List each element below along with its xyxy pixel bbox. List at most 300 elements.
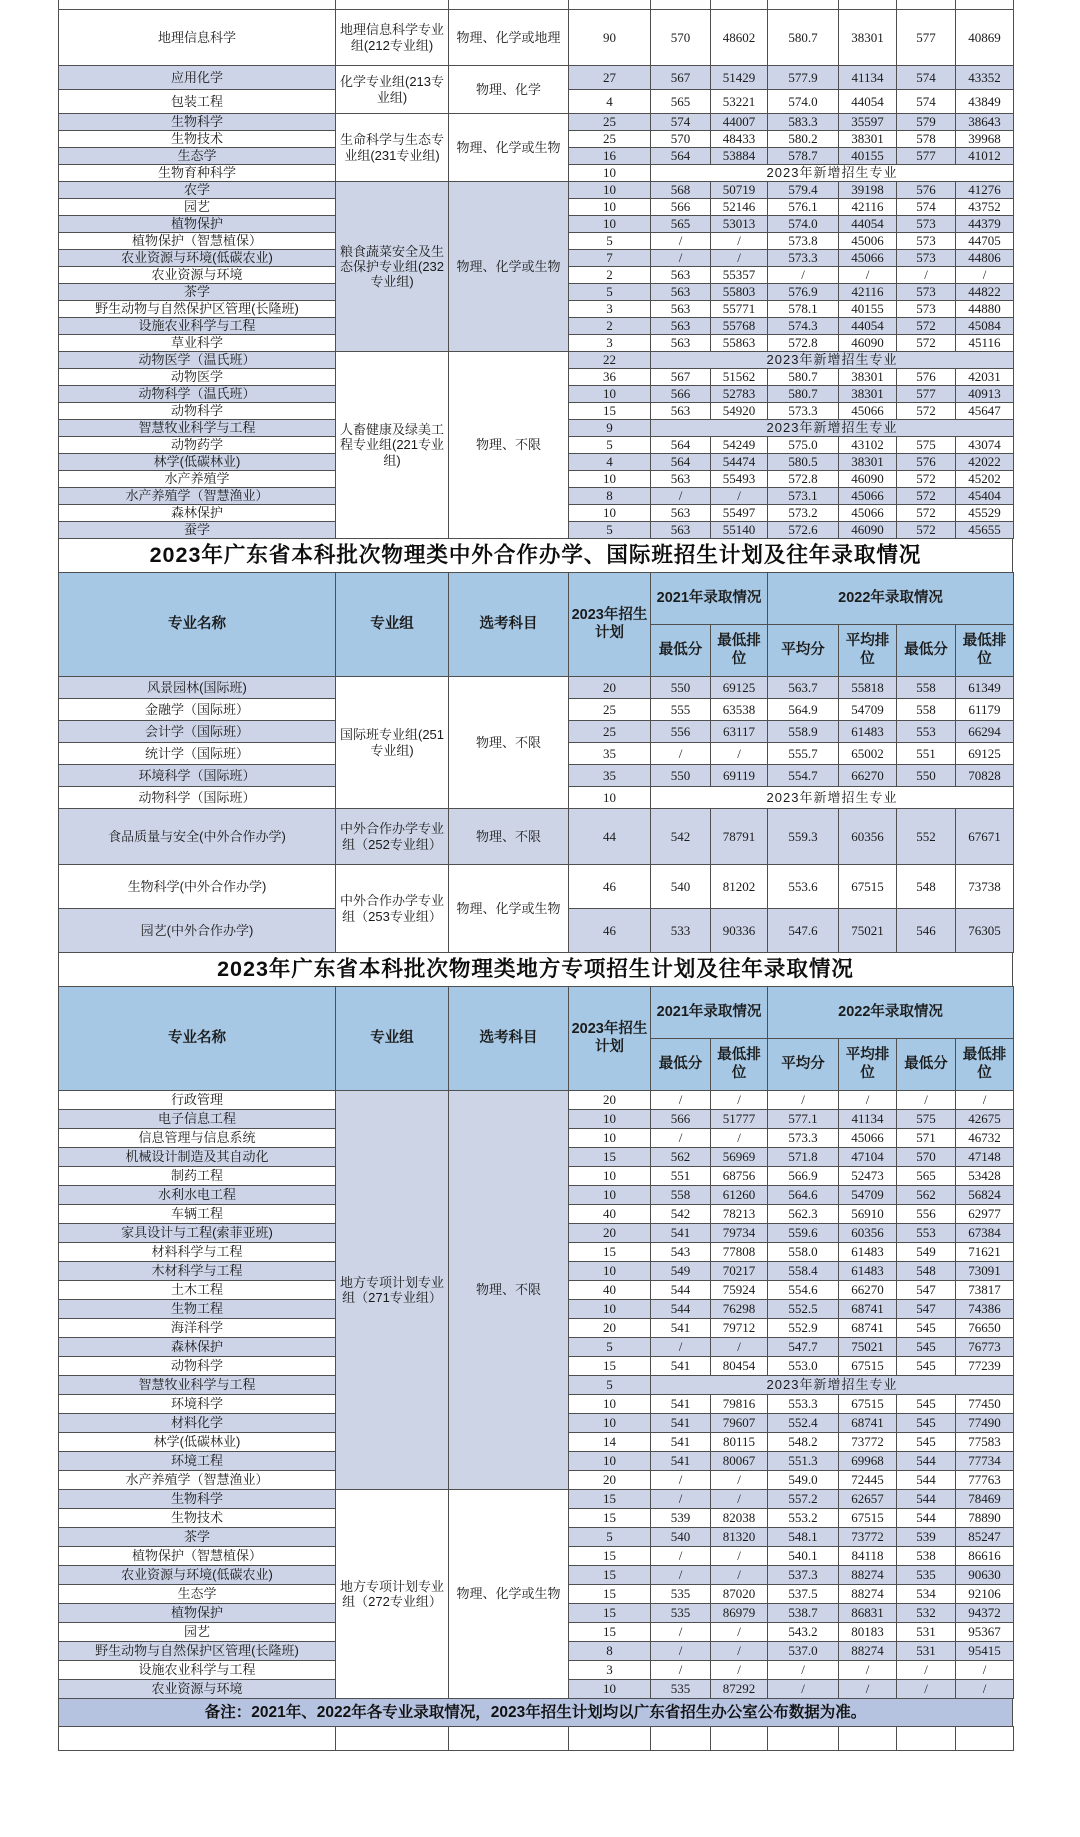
- min-rank-2022-cell: 45404: [956, 488, 1014, 505]
- min-score-2021-cell: 551: [651, 1167, 711, 1186]
- major-group-cell: 生命科学与生态专业组(231专业组): [336, 114, 449, 182]
- plan-2023-cell: 15: [569, 1604, 651, 1623]
- plan-2023-cell: 35: [569, 765, 651, 787]
- major-name-cell: 材料化学: [59, 1414, 336, 1433]
- min-rank-2021-cell: 54920: [711, 403, 768, 420]
- avg-score-2022-cell: 578.7: [768, 148, 839, 165]
- avg-rank-2022-cell: 44054: [839, 90, 897, 114]
- min-score-2022-cell: 545: [897, 1319, 956, 1338]
- min-score-2021-cell: 562: [651, 1148, 711, 1167]
- min-score-2022-cell: 545: [897, 1433, 956, 1452]
- clipped-cell: [336, 0, 449, 10]
- min-rank-2021-cell: 82038: [711, 1509, 768, 1528]
- plan-2023-cell: 36: [569, 369, 651, 386]
- min-rank-2022-cell: 56824: [956, 1186, 1014, 1205]
- avg-score-2022-cell: 537.0: [768, 1642, 839, 1661]
- major-name-cell: 生物技术: [59, 1509, 336, 1528]
- plan-2023-cell: 10: [569, 1110, 651, 1129]
- min-rank-2021-cell: 48602: [711, 10, 768, 66]
- min-rank-2021-cell: 55863: [711, 335, 768, 352]
- min-rank-2021-cell: 80067: [711, 1452, 768, 1471]
- avg-score-2022-cell: 543.2: [768, 1623, 839, 1642]
- major-group-cell: 地理信息科学专业组(212专业组): [336, 10, 449, 66]
- min-score-2022-cell: 548: [897, 865, 956, 909]
- min-score-2022-cell: 544: [897, 1452, 956, 1471]
- min-rank-2021-cell: 87020: [711, 1585, 768, 1604]
- avg-rank-2022-cell: 54709: [839, 699, 897, 721]
- avg-score-2022-cell: 540.1: [768, 1547, 839, 1566]
- min-rank-2021-cell: 56969: [711, 1148, 768, 1167]
- major-name-cell: 行政管理: [59, 1091, 336, 1110]
- min-rank-2022-cell: 73091: [956, 1262, 1014, 1281]
- min-rank-2022-cell: 42031: [956, 369, 1014, 386]
- min-score-2022-cell: 553: [897, 721, 956, 743]
- min-score-2022-cell: 575: [897, 437, 956, 454]
- min-rank-2022-cell: 61349: [956, 677, 1014, 699]
- min-rank-2022-cell: 77763: [956, 1471, 1014, 1490]
- major-group-cell: 中外合作办学专业组（252专业组）: [336, 809, 449, 865]
- avg-score-2022-cell: 549.0: [768, 1471, 839, 1490]
- min-rank-2022-cell: 77490: [956, 1414, 1014, 1433]
- avg-score-2022-cell: 573.1: [768, 488, 839, 505]
- avg-rank-2022-cell: 38301: [839, 454, 897, 471]
- avg-rank-2022-cell: 61483: [839, 721, 897, 743]
- min-score-2022-cell: 556: [897, 1205, 956, 1224]
- major-name-cell: 生物技术: [59, 131, 336, 148]
- min-rank-2022-cell: 67671: [956, 809, 1014, 865]
- avg-score-2022-cell: 557.2: [768, 1490, 839, 1509]
- plan-2023-cell: 25: [569, 114, 651, 131]
- clipped-cell: [711, 0, 768, 10]
- avg-rank-2022-cell: 67515: [839, 1357, 897, 1376]
- min-rank-2022-cell: 94372: [956, 1604, 1014, 1623]
- plan-2023-cell: 5: [569, 437, 651, 454]
- major-name-cell: 生物工程: [59, 1300, 336, 1319]
- min-score-2021-cell: 535: [651, 1604, 711, 1623]
- major-name-cell: 农学: [59, 182, 336, 199]
- major-name-cell: 动物医学（温氏班）: [59, 352, 336, 369]
- min-score-2021-cell: 558: [651, 1186, 711, 1205]
- avg-score-2022-cell: 559.3: [768, 809, 839, 865]
- avg-score-2022-cell: 574.0: [768, 216, 839, 233]
- avg-rank-2022-cell: 66270: [839, 765, 897, 787]
- major-name-cell: 环境科学（国际班）: [59, 765, 336, 787]
- empty-cell: [839, 1727, 897, 1751]
- min-rank-2022-cell: 69125: [956, 743, 1014, 765]
- min-rank-2021-cell: /: [711, 743, 768, 765]
- major-name-cell: 水产养殖学（智慧渔业）: [59, 1471, 336, 1490]
- avg-score-2022-cell: 573.3: [768, 1129, 839, 1148]
- min-rank-2022-cell: 61179: [956, 699, 1014, 721]
- major-name-cell: 野生动物与自然保护区管理(长隆班): [59, 1642, 336, 1661]
- plan-2023-cell: 2: [569, 267, 651, 284]
- min-rank-2021-cell: 55771: [711, 301, 768, 318]
- min-score-2022-cell: 549: [897, 1243, 956, 1262]
- min-score-2022-cell: 572: [897, 335, 956, 352]
- major-name-cell: 金融学（国际班）: [59, 699, 336, 721]
- plan-2023-cell: 15: [569, 1148, 651, 1167]
- major-name-cell: 动物科学: [59, 1357, 336, 1376]
- min-rank-2022-cell: 39968: [956, 131, 1014, 148]
- avg-rank-2022-cell: 67515: [839, 865, 897, 909]
- major-name-cell: 生物科学(中外合作办学): [59, 865, 336, 909]
- avg-score-2022-cell: 572.8: [768, 471, 839, 488]
- avg-score-2022-cell: 564.6: [768, 1186, 839, 1205]
- avg-rank-2022-cell: 35597: [839, 114, 897, 131]
- min-rank-2021-cell: 63117: [711, 721, 768, 743]
- min-rank-2021-cell: 80454: [711, 1357, 768, 1376]
- min-score-2022-cell: 577: [897, 386, 956, 403]
- min-rank-2022-cell: 40869: [956, 10, 1014, 66]
- avg-rank-2022-cell: 65002: [839, 743, 897, 765]
- avg-rank-2022-cell: 40155: [839, 148, 897, 165]
- min-rank-2021-cell: 90336: [711, 909, 768, 953]
- min-score-2021-cell: /: [651, 1642, 711, 1661]
- plan-2023-cell: 8: [569, 1642, 651, 1661]
- col-header-adm-2021: 2021年录取情况: [651, 573, 768, 625]
- avg-score-2022-cell: 552.4: [768, 1414, 839, 1433]
- min-score-2021-cell: /: [651, 743, 711, 765]
- plan-2023-cell: 5: [569, 1376, 651, 1395]
- min-rank-2021-cell: /: [711, 1547, 768, 1566]
- min-score-2021-cell: 566: [651, 386, 711, 403]
- major-name-cell: 统计学（国际班）: [59, 743, 336, 765]
- min-score-2021-cell: 544: [651, 1300, 711, 1319]
- plan-2023-cell: 2: [569, 318, 651, 335]
- col-header-min-rank-2022: 最低排位: [956, 1039, 1014, 1091]
- min-rank-2022-cell: 77239: [956, 1357, 1014, 1376]
- avg-rank-2022-cell: 72445: [839, 1471, 897, 1490]
- major-name-cell: 设施农业科学与工程: [59, 1661, 336, 1680]
- min-rank-2022-cell: 44705: [956, 233, 1014, 250]
- min-score-2021-cell: 540: [651, 1528, 711, 1547]
- plan-2023-cell: 10: [569, 1186, 651, 1205]
- major-name-cell: 环境科学: [59, 1395, 336, 1414]
- min-score-2021-cell: /: [651, 1661, 711, 1680]
- plan-2023-cell: 20: [569, 1091, 651, 1110]
- min-score-2022-cell: 571: [897, 1129, 956, 1148]
- min-score-2022-cell: 547: [897, 1281, 956, 1300]
- min-rank-2022-cell: 45655: [956, 522, 1014, 539]
- avg-score-2022-cell: 558.4: [768, 1262, 839, 1281]
- avg-rank-2022-cell: 38301: [839, 10, 897, 66]
- min-score-2021-cell: 563: [651, 301, 711, 318]
- plan-2023-cell: 46: [569, 865, 651, 909]
- min-rank-2022-cell: 45116: [956, 335, 1014, 352]
- min-rank-2021-cell: 87292: [711, 1680, 768, 1699]
- min-rank-2021-cell: 55493: [711, 471, 768, 488]
- min-score-2022-cell: 531: [897, 1642, 956, 1661]
- min-score-2022-cell: 539: [897, 1528, 956, 1547]
- major-row: [59, 66, 1014, 90]
- plan-2023-cell: 5: [569, 1338, 651, 1357]
- min-rank-2022-cell: 77583: [956, 1433, 1014, 1452]
- plan-2023-cell: 10: [569, 505, 651, 522]
- min-score-2021-cell: 574: [651, 114, 711, 131]
- major-name-cell: 应用化学: [59, 66, 336, 90]
- major-group-cell: 中外合作办学专业组（253专业组）: [336, 865, 449, 953]
- min-score-2021-cell: 570: [651, 131, 711, 148]
- avg-rank-2022-cell: 42116: [839, 284, 897, 301]
- footnote: 备注：2021年、2022年各专业录取情况，2023年招生计划均以广东省招生办公室公布数据为准。: [58, 1698, 1013, 1727]
- avg-rank-2022-cell: 38301: [839, 131, 897, 148]
- major-name-cell: 家具设计与工程(索菲亚班): [59, 1224, 336, 1243]
- min-rank-2021-cell: 55357: [711, 267, 768, 284]
- min-score-2022-cell: 572: [897, 471, 956, 488]
- avg-score-2022-cell: 573.3: [768, 250, 839, 267]
- major-name-cell: 动物科学: [59, 403, 336, 420]
- avg-rank-2022-cell: 88274: [839, 1585, 897, 1604]
- plan-2023-cell: 25: [569, 721, 651, 743]
- avg-score-2022-cell: 548.1: [768, 1528, 839, 1547]
- col-header-min-score-2021: 最低分: [651, 625, 711, 677]
- exam-subjects-cell: 物理、化学: [449, 66, 569, 114]
- min-rank-2022-cell: 41012: [956, 148, 1014, 165]
- min-score-2022-cell: 574: [897, 90, 956, 114]
- min-rank-2022-cell: 43849: [956, 90, 1014, 114]
- avg-rank-2022-cell: 45066: [839, 250, 897, 267]
- min-rank-2022-cell: 90630: [956, 1566, 1014, 1585]
- empty-cell: [651, 1727, 711, 1751]
- avg-score-2022-cell: /: [768, 267, 839, 284]
- plan-2023-cell: 35: [569, 743, 651, 765]
- clipped-cell: [651, 0, 711, 10]
- min-score-2021-cell: 550: [651, 677, 711, 699]
- min-rank-2021-cell: 51562: [711, 369, 768, 386]
- avg-score-2022-cell: 583.3: [768, 114, 839, 131]
- min-rank-2021-cell: 55803: [711, 284, 768, 301]
- min-score-2022-cell: 574: [897, 66, 956, 90]
- major-name-cell: 生态学: [59, 1585, 336, 1604]
- plan-2023-cell: 3: [569, 1661, 651, 1680]
- avg-score-2022-cell: 558.0: [768, 1243, 839, 1262]
- min-rank-2021-cell: 86979: [711, 1604, 768, 1623]
- col-header-subjects: 选考科目: [449, 573, 569, 677]
- major-name-cell: 电子信息工程: [59, 1110, 336, 1129]
- min-rank-2021-cell: /: [711, 1642, 768, 1661]
- avg-rank-2022-cell: /: [839, 1091, 897, 1110]
- avg-score-2022-cell: 574.0: [768, 90, 839, 114]
- min-rank-2022-cell: /: [956, 1091, 1014, 1110]
- major-name-cell: 会计学（国际班）: [59, 721, 336, 743]
- avg-score-2022-cell: 580.7: [768, 386, 839, 403]
- min-rank-2022-cell: /: [956, 267, 1014, 284]
- plan-2023-cell: 5: [569, 233, 651, 250]
- min-score-2022-cell: 548: [897, 1262, 956, 1281]
- min-score-2021-cell: 567: [651, 66, 711, 90]
- min-score-2021-cell: 565: [651, 216, 711, 233]
- table-intl-coop: [58, 572, 1014, 953]
- avg-score-2022-cell: 559.6: [768, 1224, 839, 1243]
- min-rank-2022-cell: 76305: [956, 909, 1014, 953]
- min-score-2021-cell: 544: [651, 1281, 711, 1300]
- col-header-min-score-2021: 最低分: [651, 1039, 711, 1091]
- exam-subjects-cell: 物理、不限: [449, 677, 569, 809]
- major-name-cell: 农业资源与环境: [59, 1680, 336, 1699]
- min-score-2021-cell: 549: [651, 1262, 711, 1281]
- col-header-min-rank-2021: 最低排位: [711, 625, 768, 677]
- min-rank-2021-cell: 63538: [711, 699, 768, 721]
- min-rank-2022-cell: 77450: [956, 1395, 1014, 1414]
- empty-cell: [897, 1727, 956, 1751]
- min-score-2021-cell: /: [651, 1129, 711, 1148]
- plan-2023-cell: 9: [569, 420, 651, 437]
- min-score-2022-cell: 545: [897, 1414, 956, 1433]
- avg-score-2022-cell: 548.2: [768, 1433, 839, 1452]
- empty-trailing-row: [58, 1726, 1014, 1751]
- plan-2023-cell: 15: [569, 1547, 651, 1566]
- min-score-2022-cell: 544: [897, 1471, 956, 1490]
- clipped-cell: [569, 0, 651, 10]
- avg-rank-2022-cell: 45066: [839, 505, 897, 522]
- avg-rank-2022-cell: 45006: [839, 233, 897, 250]
- major-name-cell: 智慧牧业科学与工程: [59, 1376, 336, 1395]
- avg-score-2022-cell: 552.5: [768, 1300, 839, 1319]
- major-name-cell: 森林保护: [59, 505, 336, 522]
- min-rank-2022-cell: /: [956, 1661, 1014, 1680]
- min-rank-2021-cell: 55497: [711, 505, 768, 522]
- avg-score-2022-cell: 537.5: [768, 1585, 839, 1604]
- avg-rank-2022-cell: 46090: [839, 522, 897, 539]
- plan-2023-cell: 10: [569, 216, 651, 233]
- min-score-2022-cell: 532: [897, 1604, 956, 1623]
- min-rank-2022-cell: 73817: [956, 1281, 1014, 1300]
- avg-rank-2022-cell: 68741: [839, 1300, 897, 1319]
- min-score-2022-cell: 547: [897, 1300, 956, 1319]
- min-rank-2021-cell: 79816: [711, 1395, 768, 1414]
- major-name-cell: 园艺: [59, 199, 336, 216]
- min-rank-2022-cell: 44806: [956, 250, 1014, 267]
- avg-score-2022-cell: 573.8: [768, 233, 839, 250]
- avg-rank-2022-cell: 54709: [839, 1186, 897, 1205]
- min-score-2022-cell: 572: [897, 522, 956, 539]
- min-score-2022-cell: 551: [897, 743, 956, 765]
- min-rank-2021-cell: /: [711, 233, 768, 250]
- avg-rank-2022-cell: 56910: [839, 1205, 897, 1224]
- avg-score-2022-cell: 547.7: [768, 1338, 839, 1357]
- col-header-avg-rank-2022: 平均排位: [839, 625, 897, 677]
- min-rank-2021-cell: 53013: [711, 216, 768, 233]
- min-score-2022-cell: 575: [897, 1110, 956, 1129]
- major-name-cell: 土木工程: [59, 1281, 336, 1300]
- min-rank-2021-cell: /: [711, 1338, 768, 1357]
- min-rank-2021-cell: /: [711, 1490, 768, 1509]
- min-score-2022-cell: 538: [897, 1547, 956, 1566]
- min-rank-2022-cell: /: [956, 1680, 1014, 1699]
- avg-rank-2022-cell: 62657: [839, 1490, 897, 1509]
- major-name-cell: 水利水电工程: [59, 1186, 336, 1205]
- col-header-adm-2021: 2021年录取情况: [651, 987, 768, 1039]
- major-name-cell: 植物保护: [59, 216, 336, 233]
- min-score-2022-cell: 545: [897, 1338, 956, 1357]
- avg-rank-2022-cell: 41134: [839, 1110, 897, 1129]
- min-rank-2022-cell: 78890: [956, 1509, 1014, 1528]
- avg-rank-2022-cell: 60356: [839, 809, 897, 865]
- min-rank-2022-cell: 45202: [956, 471, 1014, 488]
- min-score-2021-cell: 543: [651, 1243, 711, 1262]
- exam-subjects-cell: 物理、化学或地理: [449, 10, 569, 66]
- min-score-2021-cell: 542: [651, 809, 711, 865]
- min-score-2022-cell: 558: [897, 677, 956, 699]
- plan-2023-cell: 10: [569, 1262, 651, 1281]
- major-row: [59, 114, 1014, 131]
- avg-score-2022-cell: 574.3: [768, 318, 839, 335]
- plan-2023-cell: 10: [569, 1395, 651, 1414]
- min-score-2021-cell: /: [651, 1338, 711, 1357]
- major-name-cell: 农业资源与环境: [59, 267, 336, 284]
- plan-2023-cell: 8: [569, 488, 651, 505]
- plan-2023-cell: 44: [569, 809, 651, 865]
- min-rank-2021-cell: 79712: [711, 1319, 768, 1338]
- avg-score-2022-cell: 558.9: [768, 721, 839, 743]
- min-score-2021-cell: 533: [651, 909, 711, 953]
- min-rank-2021-cell: 78213: [711, 1205, 768, 1224]
- major-name-cell: 草业科学: [59, 335, 336, 352]
- major-group-cell: 化学专业组(213专业组): [336, 66, 449, 114]
- min-rank-2021-cell: /: [711, 1661, 768, 1680]
- col-header-min-rank-2021: 最低排位: [711, 1039, 768, 1091]
- min-score-2022-cell: 535: [897, 1566, 956, 1585]
- col-header-avg-score-2022: 平均分: [768, 1039, 839, 1091]
- major-name-cell: 材料科学与工程: [59, 1243, 336, 1262]
- min-score-2021-cell: 565: [651, 90, 711, 114]
- avg-rank-2022-cell: 86831: [839, 1604, 897, 1623]
- plan-2023-cell: 22: [569, 352, 651, 369]
- min-score-2021-cell: /: [651, 1566, 711, 1585]
- min-score-2021-cell: 541: [651, 1433, 711, 1452]
- plan-2023-cell: 27: [569, 66, 651, 90]
- min-score-2021-cell: 540: [651, 865, 711, 909]
- empty-cell: [449, 1727, 569, 1751]
- avg-rank-2022-cell: /: [839, 267, 897, 284]
- clipped-cell: [449, 0, 569, 10]
- major-row: [59, 352, 1014, 369]
- min-score-2021-cell: 567: [651, 369, 711, 386]
- min-rank-2021-cell: 79734: [711, 1224, 768, 1243]
- avg-rank-2022-cell: 67515: [839, 1395, 897, 1414]
- avg-rank-2022-cell: 40155: [839, 301, 897, 318]
- min-score-2021-cell: 566: [651, 1110, 711, 1129]
- min-rank-2021-cell: 52146: [711, 199, 768, 216]
- col-header-min-rank-2022: 最低排位: [956, 625, 1014, 677]
- min-score-2021-cell: 541: [651, 1414, 711, 1433]
- major-row: [59, 865, 1014, 909]
- exam-subjects-cell: 物理、不限: [449, 1091, 569, 1490]
- min-rank-2021-cell: 81202: [711, 865, 768, 909]
- min-score-2022-cell: 565: [897, 1167, 956, 1186]
- exam-subjects-cell: 物理、化学或生物: [449, 1490, 569, 1699]
- min-score-2021-cell: 563: [651, 284, 711, 301]
- plan-2023-cell: 15: [569, 1243, 651, 1262]
- min-score-2022-cell: /: [897, 1680, 956, 1699]
- min-rank-2021-cell: 76298: [711, 1300, 768, 1319]
- min-score-2021-cell: 541: [651, 1357, 711, 1376]
- min-score-2022-cell: 579: [897, 114, 956, 131]
- avg-rank-2022-cell: 88274: [839, 1642, 897, 1661]
- major-name-cell: 设施农业科学与工程: [59, 318, 336, 335]
- min-rank-2021-cell: 55768: [711, 318, 768, 335]
- major-row: [59, 809, 1014, 865]
- avg-rank-2022-cell: 39198: [839, 182, 897, 199]
- clipped-cell: [768, 0, 839, 10]
- col-header-major: 专业名称: [59, 987, 336, 1091]
- plan-2023-cell: 5: [569, 522, 651, 539]
- avg-rank-2022-cell: 47104: [839, 1148, 897, 1167]
- min-score-2021-cell: 541: [651, 1224, 711, 1243]
- min-rank-2021-cell: 61260: [711, 1186, 768, 1205]
- min-rank-2022-cell: 70828: [956, 765, 1014, 787]
- major-name-cell: 机械设计制造及其自动化: [59, 1148, 336, 1167]
